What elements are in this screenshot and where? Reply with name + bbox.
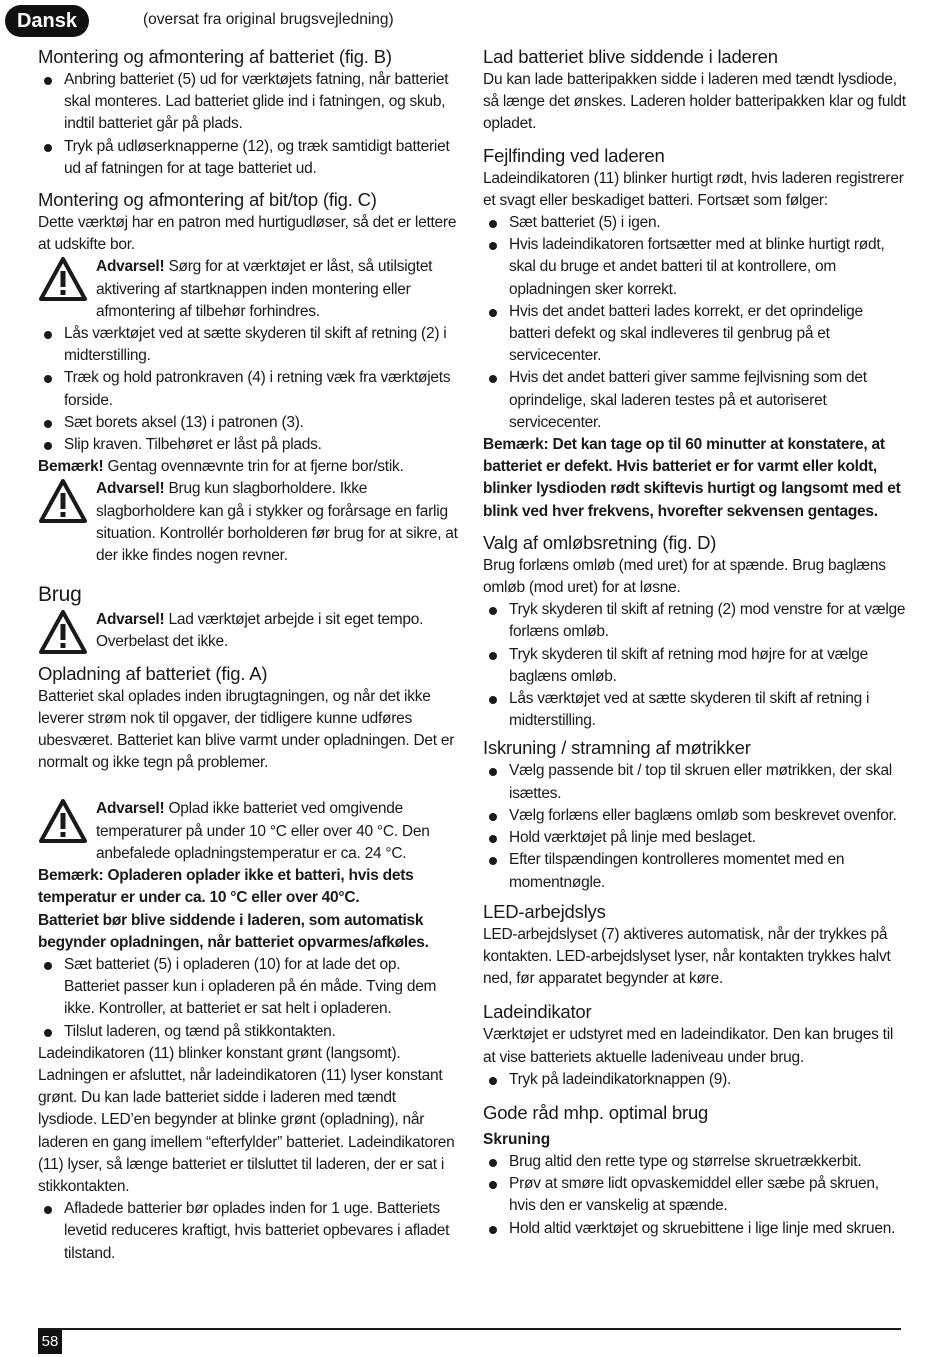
bold-note: Batteriet bør blive siddende i laderen, som automatisk begynder opladningen, når batteriet opvarmes/afkøles. [38, 911, 429, 951]
warning-triangle-icon [38, 609, 88, 655]
list-item: Hvis ladeindikatoren fortsætter med at blinke hurtigt rødt, skal du bruge et andet batteri til at kontrollere, om opladningen sker korrekt. [483, 234, 907, 301]
list-item: Efter tilspændingen kontrolleres momentet med en momentnøgle. [483, 849, 907, 893]
list-item: Vælg forlæns eller baglæns omløb som beskrevet ovenfor. [483, 805, 907, 827]
paragraph: Du kan lade batteripakken sidde i laderen med tændt lysdiode, så længe det ønskes. Laderen holder batteripakken klar og fuldt opladet. [483, 71, 906, 133]
paragraph: Brug forlæns omløb (med uret) for at spænde. Brug baglæns omløb (mod uret) for at løsne. [483, 556, 886, 597]
warning-label: Advarsel! [96, 258, 165, 276]
list-item: Prøv at smøre lidt opvaskemiddel eller sæbe på skruen, hvis den er vanskelig at spænde. [483, 1173, 907, 1217]
paragraph: Ladeindikatoren (11) blinker konstant grønt (langsomt). Ladningen er afsluttet, når ladeindikatoren (11) lyser konstant grønt. Du kan lade batteriet sidde i laderen med tændt lysdiode. LED’en begynder at blinke grønt (opladning), når laderen en gang imellem “efterfylder” batteriet. Ladeindikatoren (11) lyser, så længe batteriet er tilsluttet til laderen, der er sat i stikkontakten. [38, 1044, 455, 1195]
warning-triangle-icon [38, 256, 88, 302]
section-title-direction: Valg af omløbsretning (fig. D) [483, 531, 717, 553]
note [38, 456, 458, 478]
list-item: Anbring batteriet (5) ud for værktøjets fatning, når batteriet skal monteres. Lad batteriet glide ind i fatningen, og skub, indtil batteriet går på plads. [38, 69, 458, 136]
paragraph: Ladeindikatoren (11) blinker hurtigt rødt, hvis laderen registrerer et svagt eller beskadiget batteri. Fortsæt som følger: [483, 169, 904, 209]
bullet-list [38, 323, 458, 456]
bullet-list [483, 760, 907, 893]
warning-block [38, 609, 458, 653]
subsection-title-screwing: Skruning [483, 1130, 551, 1148]
list-item: Sæt batteriet (5) i igen. [483, 212, 907, 234]
list-item: Vælg passende bit / top til skruen eller møtrikken, der skal isættes. [483, 760, 907, 804]
bullet-list [38, 69, 458, 180]
list-item: Tryk på ladeindikatorknappen (9). [483, 1069, 907, 1091]
bullet-list [38, 954, 458, 1043]
list-item: Hold værktøjet på linje med beslaget. [483, 827, 907, 849]
list-item: Slip kraven. Tilbehøret er låst på plads. [38, 434, 458, 456]
list-item: Brug altid den rette type og størrelse skruetrækkerbit. [483, 1151, 907, 1173]
warning-block [38, 478, 458, 567]
warning-label: Advarsel! [96, 611, 165, 629]
warning-body: Brug kun slagborholdere. Ikke slagborholdere kan gå i stykker og forårsage en farlig situation. Kontrollér borholderen før brug for at sikre, at der ikke findes nogen revner. [96, 480, 458, 565]
list-item: Lås værktøjet ved at sætte skyderen til skift af retning i midterstilling. [483, 688, 907, 732]
warning-text [96, 256, 458, 323]
translation-note: (oversat fra original brugsvejledning) [143, 11, 394, 28]
footer-divider [38, 1328, 901, 1330]
warning-block [38, 798, 458, 865]
section-title-bit-mounting: Montering og afmontering af bit/top (fig. C) [38, 189, 377, 211]
list-item: Sæt borets aksel (13) i patronen (3). [38, 412, 458, 434]
list-item: Lås værktøjet ved at sætte skyderen til skift af retning (2) i midterstilling. [38, 323, 458, 367]
paragraph: Værktøjet er udstyret med en ladeindikator. Den kan bruges til at vise batteriets aktuelle ladeniveau under brug. [483, 1026, 894, 1066]
note-label: Bemærk! [38, 458, 104, 476]
right-column [483, 45, 907, 1240]
warning-block [38, 256, 458, 323]
bold-note: Bemærk: Det kan tage op til 60 minutter at konstatere, at batteriet er defekt. Hvis batteriet er for varmt eller koldt, blinker lysdioden rødt skiftevis hurtigt og langsomt med et blink ved hver frekvens, hvorefter sekvensen gentages. [483, 436, 901, 520]
warning-label: Advarsel! [96, 800, 165, 818]
left-column [38, 45, 458, 1265]
bullet-list [483, 1069, 907, 1091]
section-title-screwing: Iskruning / stramning af møtrikker [483, 737, 751, 759]
list-item: Afladede batterier bør oplades inden for 1 uge. Batteriets levetid reduceres kraftigt, hvis batteriet opbevares i afladet tilstand. [38, 1198, 458, 1265]
warning-body: Sørg for at værktøjet er låst, så utilsigtet aktivering af startknappen inden montering eller afmontering af tilbehør forhindres. [96, 258, 433, 320]
list-item: Træk og hold patronkraven (4) i retning væk fra værktøjets forside. [38, 367, 458, 411]
warning-triangle-icon [38, 798, 88, 844]
list-item: Hvis det andet batteri lades korrekt, er det oprindelige batteri defekt og skal indleveres til genbrug på et servicecenter. [483, 301, 907, 368]
warning-text [96, 609, 458, 653]
section-title-leave-in-charger: Lad batteriet blive siddende i laderen [483, 46, 778, 67]
section-title-led-light: LED-arbejdslys [483, 900, 606, 922]
warning-body: Lad værktøjet arbejde i sit eget tempo. Overbelast det ikke. [96, 611, 424, 651]
section-title-usage: Brug [38, 583, 82, 607]
section-title-battery-mounting: Montering og afmontering af batteriet (fig. B) [38, 46, 392, 67]
note-body: Gentag ovennævnte trin for at fjerne bor/stik. [103, 458, 404, 476]
list-item: Tryk skyderen til skift af retning mod højre for at vælge baglæns omløb. [483, 644, 907, 688]
paragraph: Dette værktøj har en patron med hurtigudløser, så det er lettere at udskifte bor. [38, 214, 457, 254]
bullet-list [483, 212, 907, 434]
list-item: Tryk på udløserknapperne (12), og træk samtidigt batteriet ud af fatningen for at tage batteriet ud. [38, 136, 458, 180]
warning-triangle-icon [38, 478, 88, 524]
warning-text [96, 478, 458, 567]
warning-label: Advarsel! [96, 480, 165, 498]
section-title-tips: Gode råd mhp. optimal brug [483, 1101, 709, 1123]
bullet-list [38, 1198, 458, 1265]
bullet-list [483, 599, 907, 732]
bold-note: Bemærk: Opladeren oplader ikke et batteri, hvis dets temperatur er under ca. 10 °C eller over 40°C. [38, 867, 414, 907]
list-item: Sæt batteriet (5) i opladeren (10) for at lade det op. Batteriet passer kun i opladeren på én måde. Tving dem ikke. Kontroller, at batteriet er sat helt i opladeren. [38, 954, 458, 1021]
section-title-charge-indicator: Ladeindikator [483, 1001, 592, 1023]
bullet-list [483, 1151, 907, 1240]
list-item: Tryk skyderen til skift af retning (2) mod venstre for at vælge forlæns omløb. [483, 599, 907, 643]
page-number: 58 [38, 1330, 62, 1354]
list-item: Tilslut laderen, og tænd på stikkontakten. [38, 1021, 458, 1043]
paragraph: Batteriet skal oplades inden ibrugtagningen, og når det ikke leverer strøm nok til opgaver, der tidligere kunne udføres ubesværet. Batteriet kan blive varmt under opladningen. Det er normalt og ikke tegn på problemer. [38, 687, 455, 772]
paragraph: LED-arbejdslyset (7) aktiveres automatisk, når der trykkes på kontakten. LED-arbejdslyset lyser, når kontakten trykkes halvt ned, før apparatet begynder at køre. [483, 925, 891, 988]
language-tab: Dansk [5, 5, 89, 37]
warning-text [96, 798, 458, 865]
list-item: Hvis det andet batteri giver samme fejlvisning som det oprindelige, skal laderen testes på et autoriseret servicecenter. [483, 367, 907, 434]
section-title-charging: Opladning af batteriet (fig. A) [38, 662, 268, 684]
list-item: Hold altid værktøjet og skruebittene i lige linje med skruen. [483, 1218, 907, 1240]
warning-body: Oplad ikke batteriet ved omgivende temperaturer på under 10 °C eller over 40 °C. Den anbefalede opladningstemperatur er ca. 24 °C. [96, 800, 430, 862]
section-title-troubleshooting: Fejlfinding ved laderen [483, 144, 665, 166]
